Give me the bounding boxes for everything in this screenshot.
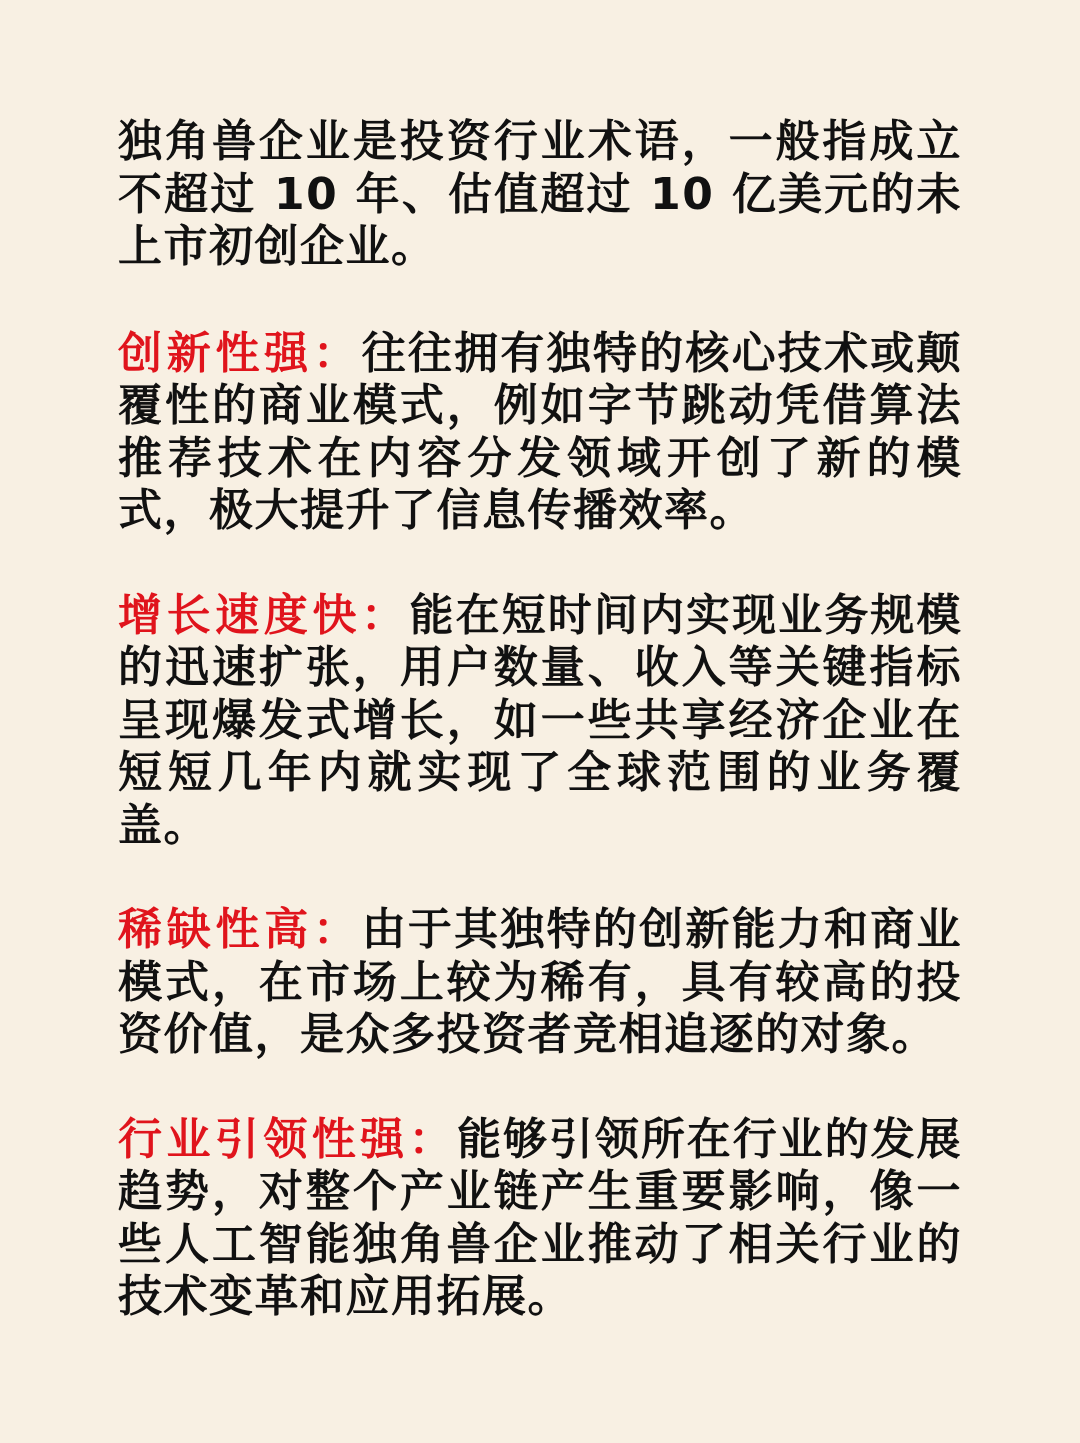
section-body-scarcity: 由于其独特的创新能力和商业模式，在市场上较为稀有，具有较高的投资价值，是众多投资者竞相追逐的对象。 [118, 904, 963, 1060]
section-growth [118, 590, 962, 853]
section-innovation [118, 328, 962, 538]
section-body-leadership: 能够引领所在行业的发展趋势，对整个产业链产生重要影响，像一些人工智能独角兽企业推动了相关行业的技术变革和应用拓展。 [118, 1113, 963, 1322]
section-heading-scarcity: 稀缺性高： [118, 904, 362, 955]
section-body-growth: 能在短时间内实现业务规模的迅速扩张，用户数量、收入等关键指标呈现爆发式增长，如一些共享经济企业在短短几年内就实现了全球范围的业务覆盖。 [118, 589, 963, 851]
section-leadership [118, 1114, 962, 1324]
section-heading-innovation: 创新性强： [118, 327, 362, 379]
section-body-innovation: 往往拥有独特的核心技术或颠覆性的商业模式，例如字节跳动凭借算法推荐技术在内容分发领域开创了新的模式，极大提升了信息传播效率。 [118, 327, 963, 536]
intro-paragraph: 独角兽企业是投资行业术语，一般指成立不超过 10 年、估值超过 10 亿美元的未上市初创企业。 [118, 116, 962, 272]
section-scarcity [118, 904, 962, 1062]
section-heading-leadership: 行业引领性强： [118, 1113, 458, 1165]
section-heading-growth: 增长速度快： [118, 589, 410, 641]
